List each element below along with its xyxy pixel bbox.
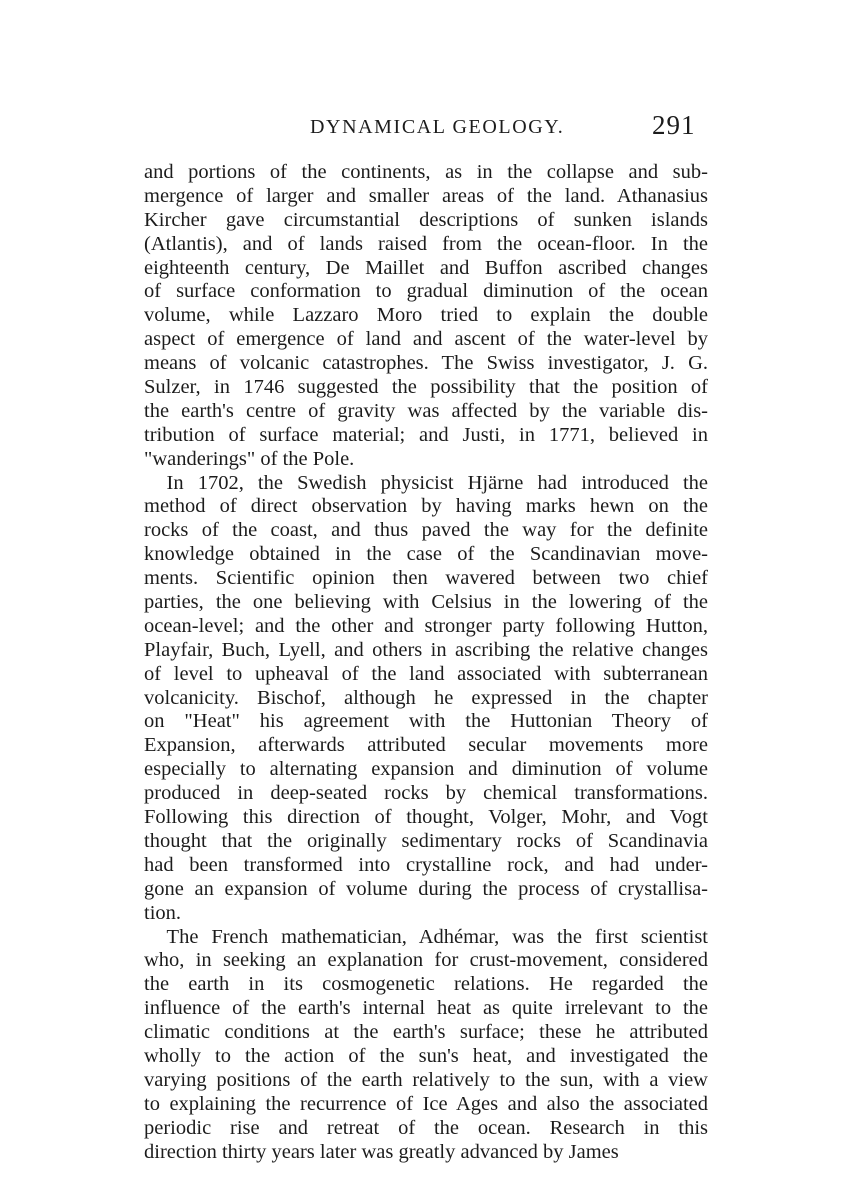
text-line: and portions of the continents, as in the collapse and sub-: [144, 161, 708, 183]
text-line: knowledge obtained in the case of the Scandinavian move-: [144, 543, 708, 566]
text-line: volcanicity. Bischof, although he expressed in the chapter: [144, 686, 708, 709]
text-line: "wanderings" of the Pole.: [144, 447, 355, 470]
text-line: ocean-level; and the other and stronger party following Hutton,: [144, 614, 708, 637]
text-line: Following this direction of thought, Volger, Mohr, and Vogt: [144, 806, 708, 829]
text-line: rocks of the coast, and thus paved the way for the definite: [144, 519, 708, 542]
text-line: the earth in its cosmogenetic relations. He regarded the: [144, 973, 708, 996]
text-line: who, in seeking an explanation for crust-movement, considered: [144, 949, 708, 972]
text-line: direction thirty years later was greatly advanced by James: [144, 1140, 619, 1163]
text-line: the earth's centre of gravity was affected by the variable dis-: [144, 399, 708, 422]
text-line: produced in deep-seated rocks by chemical transformations.: [144, 782, 708, 805]
text-line: varying positions of the earth relatively to the sun, with a view: [144, 1068, 708, 1091]
paragraph: [144, 926, 708, 1165]
text-line: Playfair, Buch, Lyell, and others in ascribing the relative changes: [144, 638, 708, 661]
text-line: (Atlantis), and of lands raised from the ocean-floor. In the: [144, 232, 708, 255]
text-line: Kircher gave circumstantial descriptions of sunken islands: [144, 208, 708, 231]
text-line: Sulzer, in 1746 suggested the possibility that the position of: [144, 376, 708, 399]
text-line: In 1702, the Swedish physicist Hjärne had introduced the: [166, 471, 708, 494]
text-line: thought that the originally sedimentary rocks of Scandinavia: [144, 829, 708, 852]
text-line: wholly to the action of the sun's heat, and investigated the: [144, 1044, 708, 1067]
text-line: Expansion, afterwards attributed secular movements more: [144, 734, 708, 757]
text-line: tion.: [144, 901, 182, 924]
text-line: influence of the earth's internal heat as quite irrelevant to the: [144, 997, 708, 1020]
text-line: The French mathematician, Adhémar, was the first scientist: [166, 925, 708, 948]
text-line: periodic rise and retreat of the ocean. Research in this: [144, 1116, 708, 1139]
text-line: means of volcanic catastrophes. The Swiss investigator, J. G.: [144, 352, 708, 375]
text-line: volume, while Lazzaro Moro tried to explain the double: [144, 304, 708, 327]
body-text: [144, 161, 708, 1164]
page-number: 291: [652, 110, 696, 140]
text-line: gone an expansion of volume during the process of crystallisa-: [144, 877, 708, 900]
text-line: ments. Scientific opinion then wavered between two chief: [144, 567, 708, 590]
text-line: on "Heat" his agreement with the Huttonian Theory of: [144, 710, 708, 733]
text-line: tribution of surface material; and Justi, in 1771, believed in: [144, 423, 708, 446]
text-line: climatic conditions at the earth's surface; these he attributed: [144, 1021, 708, 1044]
text-line: eighteenth century, De Maillet and Buffon ascribed changes: [144, 256, 708, 279]
text-line: method of direct observation by having marks hewn on the: [144, 495, 708, 518]
text-line: to explaining the recurrence of Ice Ages and also the associated: [144, 1092, 708, 1115]
text-line: of surface conformation to gradual diminution of the ocean: [144, 280, 708, 303]
text-line: parties, the one believing with Celsius in the lowering of the: [144, 591, 708, 614]
paragraph: [144, 161, 708, 472]
text-line: of level to upheaval of the land associated with subterranean: [144, 662, 708, 685]
text-line: mergence of larger and smaller areas of the land. Athanasius: [144, 184, 708, 207]
text-line: especially to alternating expansion and diminution of volume: [144, 758, 708, 781]
text-line: aspect of emergence of land and ascent of the water-level by: [144, 328, 708, 351]
paragraph: [144, 472, 708, 926]
running-title: DYNAMICAL GEOLOGY.: [310, 116, 565, 138]
text-line: had been transformed into crystalline rock, and had under-: [144, 853, 708, 876]
